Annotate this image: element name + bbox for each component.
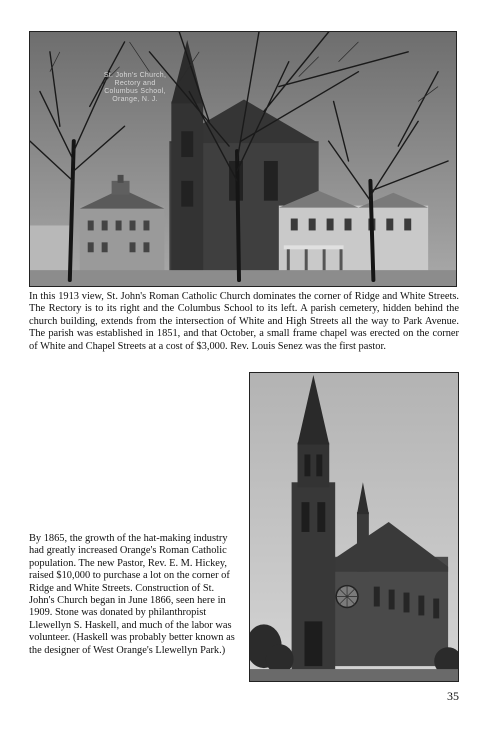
page-number: 35 bbox=[447, 689, 459, 703]
top-photo-caption: In this 1913 view, St. John's Roman Catholic Church dominates the corner of Ridge and White Streets. The Rectory is to its right and the Columbus School to its left. A parish cemetery, hidden behind the church building, extends from the intersection of White and High Streets all the way to Park Avenue. The parish was established in 1851, and that October, a small frame chapel was erected on the corner of White and Chapel Streets at a cost of $3,000. Rev. Louis Senez was the first pastor. bbox=[29, 291, 459, 352]
bottom-photograph bbox=[249, 372, 459, 682]
top-photograph bbox=[29, 31, 457, 287]
postcard-inscription: St. John's Church, Rectory and Columbus School, Orange, N. J. bbox=[103, 72, 167, 103]
church-street-scene bbox=[30, 32, 456, 286]
church-tower-scene bbox=[250, 373, 458, 681]
bottom-photo-caption: By 1865, the growth of the hat-making industry had greatly increased Orange's Roman Catholic population. The new Pastor, Rev. E. M. Hickey, raised $10,000 to purchase a lot on the corner of Ridge and White Streets. Construction of St. John's Church began in June 1866, seen here in 1909. Stone was donated by philanthropist Llewellyn S. Haskell, and much of the labor was volunteer. (Haskell was probably better known as the designer of West Orange's Llewellyn Park.) bbox=[29, 533, 235, 656]
